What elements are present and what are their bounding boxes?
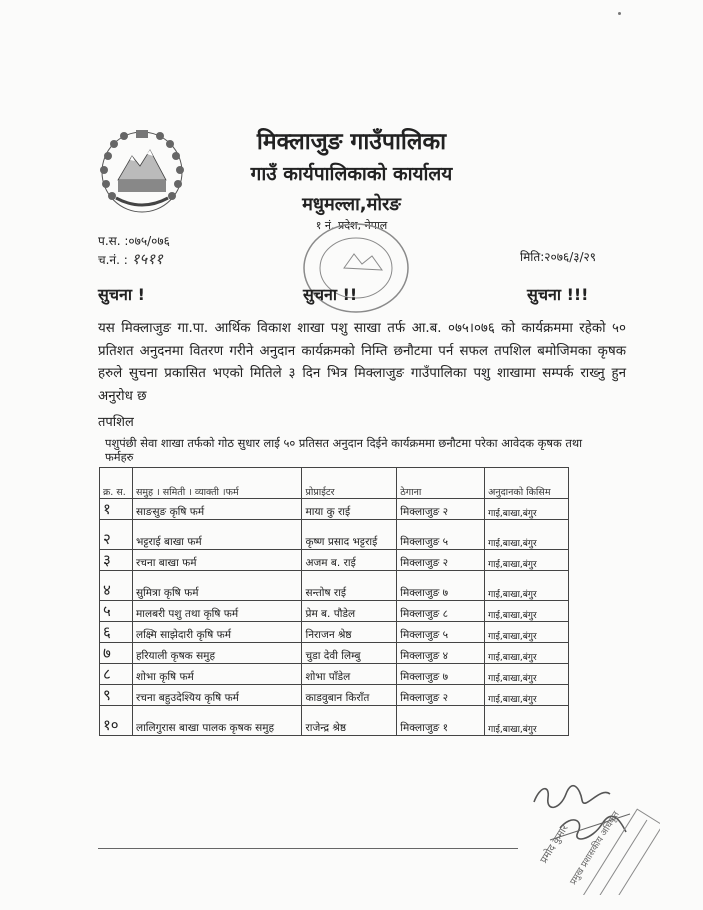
- cell-type: गाई,बाखा,बंगुर: [485, 499, 569, 520]
- cell-address: मिक्लाजुङ ७: [397, 571, 485, 601]
- cell-type: गाई,बाखा,बंगुर: [485, 550, 569, 571]
- cell-type: गाई,बाखा,बंगुर: [485, 685, 569, 706]
- cell-sn: २: [100, 520, 133, 550]
- cell-group: लक्ष्मि साझेदारी कृषि फर्म: [132, 622, 302, 643]
- cell-type: गाई,बाखा,बंगुर: [485, 601, 569, 622]
- org-name: मिक्लाजुङ गाउँपालिका: [256, 129, 447, 155]
- cell-group: रचना बाखा फर्म: [132, 550, 302, 571]
- issue-date: मिति:२०७६/३/२९: [520, 250, 597, 264]
- cell-proprietor: काडवुबान किराँत: [302, 685, 397, 706]
- cell-proprietor: अजम ब. राई: [302, 550, 397, 571]
- table-row: [100, 499, 569, 520]
- notice-body: यस मिक्लाजुङ गा.पा. आर्थिक विकाश शाखा पशु साखा तर्फ आ.ब. ०७५।०७६ को कार्यक्रममा रहेको ५० प्रतिशत अनुदनमा वितरण गरीने अनुदान कार्यक्रमको निम्ति छनौटमा पर्न सफल तपशिल बमोजिमका कृषक हरुले सुचना प्रकासित भएको मितिले ३ दिन भित्र मिक्लाजुङ गाउँपालिका पशु शाखामा सम्पर्क राख्नु हुन अनुरोध छ: [98, 321, 626, 404]
- cell-proprietor: सन्तोष राई: [302, 571, 397, 601]
- cell-address: मिक्लाजुङ २: [397, 499, 485, 520]
- cell-address: मिक्लाजुङ १: [397, 706, 485, 736]
- farm-table: [99, 467, 569, 736]
- table-row: [100, 664, 569, 685]
- cell-proprietor: चुडा देवी लिम्बु: [302, 643, 397, 664]
- table-row: [100, 550, 569, 571]
- cell-type: गाई,बाखा,बंगुर: [485, 664, 569, 685]
- signatory-name: प्रमोद कुमार: [538, 823, 571, 866]
- table-row: [100, 601, 569, 622]
- cell-sn: १०: [100, 706, 133, 736]
- cell-proprietor: प्रेम ब. पौडेल: [302, 601, 397, 622]
- notice-title-left: सुचना !: [98, 285, 145, 304]
- cell-address: मिक्लाजुङ २: [397, 685, 485, 706]
- cell-type: गाई,बाखा,बंगुर: [485, 520, 569, 550]
- list-heading: तपशिल: [98, 415, 134, 430]
- cell-sn: ६: [100, 622, 133, 643]
- cell-sn: ३: [100, 550, 133, 571]
- header-sn: क्र. स.: [100, 468, 133, 499]
- cell-address: मिक्लाजुङ ८: [397, 601, 485, 622]
- table-row: [100, 685, 569, 706]
- cell-address: मिक्लाजुङ ५: [397, 622, 485, 643]
- cell-sn: १: [100, 499, 133, 520]
- header-group: समुह । समिती । व्याक्ती ।फर्म: [132, 468, 302, 499]
- cell-sn: ९: [100, 685, 133, 706]
- cell-group: साङसुङ कृषि फर्म: [132, 499, 302, 520]
- signature-stamp-icon: [520, 780, 660, 895]
- scan-speck: [618, 12, 621, 15]
- cell-group: शोभा कृषि फर्म: [132, 664, 302, 685]
- table-caption: पशुपंछी सेवा शाखा तर्फको गोठ सुधार लाई ५० प्रतिसत अनुदान दिईने कार्यक्रममा छनौटमा परेका आवेदक कृषक तथा फर्महरु: [105, 436, 583, 464]
- cell-group: मालबरी पशु तथा कृषि फर्म: [132, 601, 302, 622]
- table-header-row: [100, 468, 569, 499]
- header-proprietor: प्रोप्राईटर: [302, 468, 397, 499]
- reference-block: [98, 232, 170, 269]
- signatory-title: प्रमुख प्रशासकीय अधिकृत: [568, 809, 622, 887]
- province-label: १ नं. प्रदेश, नेपाल: [315, 219, 388, 232]
- header-address: ठेगाना: [397, 468, 485, 499]
- fiscal-year: प.स. :०७५/०७६: [98, 234, 170, 248]
- cell-type: गाई,बाखा,बंगुर: [485, 571, 569, 601]
- table-row: [100, 520, 569, 550]
- dispatch-line: [98, 250, 170, 269]
- cell-group: सुमित्रा कृषि फर्म: [132, 571, 302, 601]
- cell-proprietor: कृष्ण प्रसाद भट्टराई: [302, 520, 397, 550]
- cell-proprietor: शोभा पाँडेल: [302, 664, 397, 685]
- table-row: [100, 643, 569, 664]
- cell-sn: ८: [100, 664, 133, 685]
- cell-address: मिक्लाजुङ २: [397, 550, 485, 571]
- cell-sn: ७: [100, 643, 133, 664]
- cell-sn: ५: [100, 601, 133, 622]
- cell-type: गाई,बाखा,बंगुर: [485, 706, 569, 736]
- cell-proprietor: माया कु राई: [302, 499, 397, 520]
- table-row: [100, 571, 569, 601]
- table-row: [100, 706, 569, 736]
- footer-rule: [98, 848, 518, 849]
- cell-proprietor: निराजन श्रेष्ठ: [302, 622, 397, 643]
- cell-group: भट्टराई बाखा फर्म: [132, 520, 302, 550]
- dispatch-label: च.नं. :: [98, 253, 128, 267]
- cell-address: मिक्लाजुङ ७: [397, 664, 485, 685]
- notice-title-right: सुचना !!!: [527, 285, 589, 304]
- header-type: अनुदानको किसिम: [485, 468, 569, 499]
- table-row: [100, 622, 569, 643]
- dispatch-number: १५११: [131, 250, 163, 268]
- cell-proprietor: राजेन्द्र श्रेष्ठ: [302, 706, 397, 736]
- cell-type: गाई,बाखा,बंगुर: [485, 622, 569, 643]
- cell-address: मिक्लाजुङ ४: [397, 643, 485, 664]
- cell-sn: ४: [100, 571, 133, 601]
- cell-address: मिक्लाजुङ ५: [397, 520, 485, 550]
- cell-group: हरियाली कृषक समुह: [132, 643, 302, 664]
- office-address: मधुमल्ला,मोरङ: [302, 194, 401, 215]
- cell-group: रचना बहुउदेश्यिय कृषि फर्म: [132, 685, 302, 706]
- notice-title-center: सुचना !!: [303, 285, 358, 304]
- cell-type: गाई,बाखा,बंगुर: [485, 643, 569, 664]
- cell-group: लालिगुरास बाखा पालक कृषक समुह: [132, 706, 302, 736]
- office-name: गाउँ कार्यपालिकाको कार्यालय: [250, 163, 453, 185]
